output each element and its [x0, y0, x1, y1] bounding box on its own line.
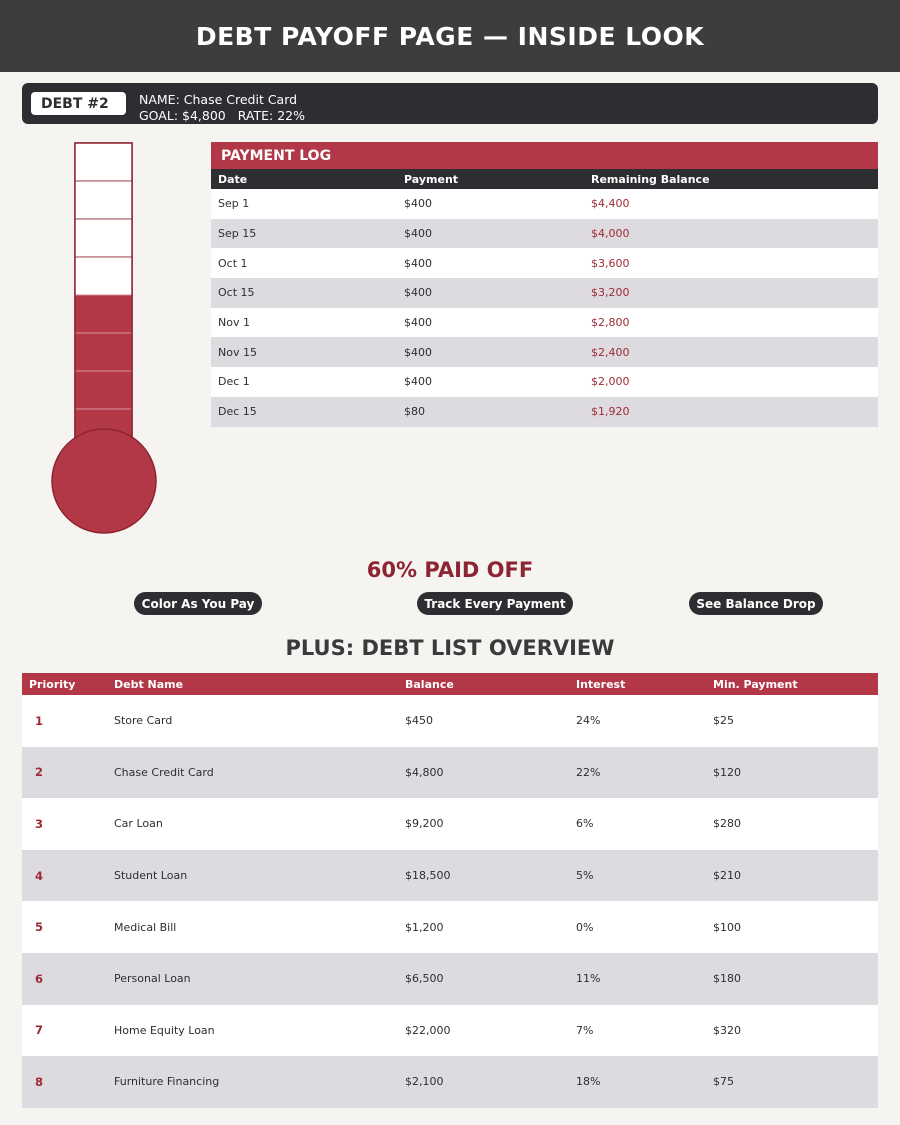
debt-list-title: PLUS: DEBT LIST OVERVIEW: [285, 636, 615, 660]
debt-balance: $6,500: [405, 972, 444, 986]
feature-pill-track-every-payment: Track Every Payment: [417, 592, 573, 615]
payment-amount: $400: [404, 316, 432, 330]
debt-priority: 2: [35, 765, 44, 780]
thermometer-segment-filled: [75, 295, 132, 333]
column-header-remaining-balance: Remaining Balance: [591, 173, 710, 186]
debt-name: Store Card: [114, 714, 173, 728]
feature-pill-see-balance-drop: See Balance Drop: [689, 592, 823, 615]
debt-balance: $9,200: [405, 817, 444, 831]
debt-name: Personal Loan: [114, 972, 191, 986]
debt-min-payment: $100: [713, 920, 741, 934]
debt-number-badge: DEBT #2: [31, 92, 126, 115]
column-header-priority: Priority: [29, 678, 76, 691]
payment-amount: $400: [404, 256, 432, 270]
payment-log-row: [211, 337, 878, 367]
payment-date: Nov 15: [218, 345, 257, 359]
debt-priority: 7: [35, 1023, 44, 1038]
debt-list-header-row: [22, 673, 878, 695]
debt-interest: 5%: [576, 869, 594, 883]
remaining-balance: $4,000: [591, 227, 630, 241]
debt-name: Home Equity Loan: [114, 1023, 215, 1037]
debt-balance: $22,000: [405, 1023, 451, 1037]
debt-priority: 4: [35, 868, 44, 883]
payment-amount: $400: [404, 197, 432, 211]
debt-balance: $2,100: [405, 1075, 444, 1089]
column-header-debt-name: Debt Name: [114, 678, 184, 691]
debt-interest: 11%: [576, 972, 601, 986]
debt-min-payment: $320: [713, 1023, 741, 1037]
debt-row: [22, 953, 878, 1005]
column-header-date: Date: [218, 173, 248, 186]
debt-row: [22, 850, 878, 902]
remaining-balance: $2,400: [591, 345, 630, 359]
debt-row: [22, 798, 878, 850]
payment-date: Sep 1: [218, 197, 250, 211]
debt-interest: 24%: [576, 714, 601, 728]
debt-balance: $18,500: [405, 869, 451, 883]
debt-list-table: [22, 673, 878, 1108]
debt-goal: GOAL: $4,800: [139, 108, 226, 123]
column-header-interest: Interest: [576, 678, 626, 691]
thermometer-segment-empty: [75, 181, 132, 219]
payment-log-header-row: [211, 169, 878, 189]
payment-log-title: PAYMENT LOG: [211, 142, 878, 169]
debt-min-payment: $75: [713, 1075, 734, 1089]
debt-row: [22, 1056, 878, 1108]
thermometer-segment-empty: [75, 143, 132, 181]
payment-amount: $400: [404, 345, 432, 359]
debt-interest: 18%: [576, 1075, 601, 1089]
debt-min-payment: $180: [713, 972, 741, 986]
paid-off-label: 60% PAID OFF: [366, 558, 534, 582]
payment-log-table: [211, 142, 878, 427]
debt-priority: 8: [35, 1074, 44, 1089]
payment-date: Oct 15: [218, 286, 255, 300]
thermometer-bulb: [52, 429, 156, 533]
debt-priority: 3: [35, 816, 44, 831]
debt-name: Chase Credit Card: [114, 765, 214, 779]
debt-interest: 0%: [576, 920, 594, 934]
payment-date: Dec 1: [218, 375, 250, 389]
debt-balance: $1,200: [405, 920, 444, 934]
payment-log-row: [211, 397, 878, 427]
payment-log-row: [211, 189, 878, 219]
debt-row: [22, 901, 878, 953]
debt-rate: RATE: 22%: [237, 108, 306, 123]
debt-min-payment: $280: [713, 817, 741, 831]
payment-log-row: [211, 278, 878, 308]
debt-priority: 1: [35, 713, 44, 728]
debt-name: Car Loan: [114, 817, 163, 831]
payment-date: Oct 1: [218, 256, 248, 270]
debt-min-payment: $210: [713, 869, 741, 883]
remaining-balance: $2,800: [591, 316, 630, 330]
debt-interest: 22%: [576, 765, 601, 779]
thermometer-segment-empty: [75, 219, 132, 257]
payment-date: Dec 15: [218, 405, 257, 419]
column-header-payment: Payment: [404, 173, 459, 186]
debt-interest: 7%: [576, 1023, 594, 1037]
debt-name: Medical Bill: [114, 920, 177, 934]
debt-priority: 5: [35, 920, 44, 935]
debt-balance: $4,800: [405, 765, 444, 779]
payment-amount: $80: [404, 405, 425, 419]
payment-log-row: [211, 248, 878, 278]
debt-name: NAME: Chase Credit Card: [139, 92, 298, 107]
debt-balance: $450: [405, 714, 433, 728]
remaining-balance: $3,200: [591, 286, 630, 300]
column-header-min-payment: Min. Payment: [713, 678, 798, 691]
feature-pill-color-as-you-pay: Color As You Pay: [134, 592, 262, 615]
remaining-balance: $1,920: [591, 405, 630, 419]
debt-row: [22, 747, 878, 799]
payment-amount: $400: [404, 227, 432, 241]
debt-min-payment: $25: [713, 714, 734, 728]
thermometer-segment-filled: [75, 371, 132, 409]
debt-interest: 6%: [576, 817, 594, 831]
debt-name: Student Loan: [114, 869, 188, 883]
remaining-balance: $4,400: [591, 197, 630, 211]
payment-date: Sep 15: [218, 227, 257, 241]
debt-min-payment: $120: [713, 765, 741, 779]
column-header-balance: Balance: [405, 678, 454, 691]
debt-row: [22, 695, 878, 747]
payment-log-row: [211, 367, 878, 397]
payment-date: Nov 1: [218, 316, 250, 330]
debt-priority: 6: [35, 971, 44, 986]
page-title: DEBT PAYOFF PAGE — INSIDE LOOK: [195, 21, 705, 51]
thermometer-segment-filled: [75, 333, 132, 371]
payment-amount: $400: [404, 286, 432, 300]
debt-row: [22, 1005, 878, 1057]
debt-name: Furniture Financing: [114, 1075, 220, 1089]
remaining-balance: $3,600: [591, 256, 630, 270]
thermometer-graphic: [0, 0, 200, 540]
payment-log-row: [211, 308, 878, 338]
thermometer-segment-empty: [75, 257, 132, 295]
payment-amount: $400: [404, 375, 432, 389]
remaining-balance: $2,000: [591, 375, 630, 389]
payment-log-row: [211, 219, 878, 249]
